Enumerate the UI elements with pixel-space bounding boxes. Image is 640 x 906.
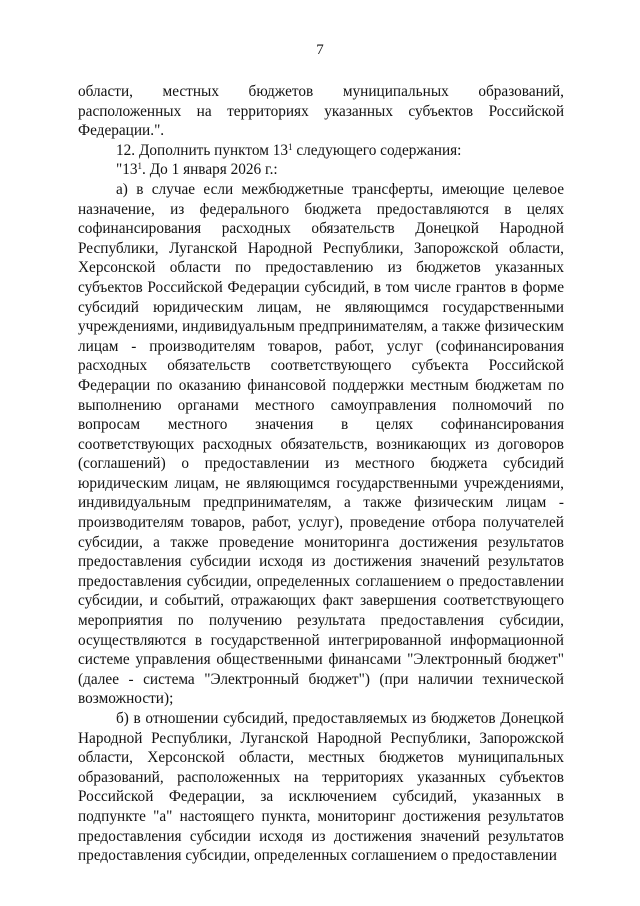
paragraph-item-12-tail: следующего содержания: bbox=[292, 141, 462, 159]
paragraph-point-13-1 bbox=[78, 160, 564, 180]
point-13-1-tail: . До 1 января 2026 г.: bbox=[142, 161, 278, 179]
subparagraph-a: а) в случае если межбюджетные трансферты, имеющие целевое назначение, из федерального бюджета предоставляются в целях софинансирования расходных обязательств Донецкой Народной Республики, Луганской Народной Республики, Запорожской области, Херсонской области по предоставлению из бюджетов указанных субъектов Российской Федерации субсидий, в том числе грантов в форме субсидий юридическим лицам, не являющимся государственными учреждениями, индивидуальным предпринимателям, а также физическим лицам - производителям товаров, работ, услуг (софинансирования расходных обязательств соответствующего субъекта Российской Федерации по оказанию финансовой поддержки местным бюджетам по выполнению органами местного самоуправления полномочий по вопросам местного значения в целях софинансирования соответствующих расходных обязательств, возникающих из договоров (соглашений) о предоставлении из местного бюджета субсидий юридическим лицам, не являющимся государственными учреждениями, индивидуальным предпринимателям, а также физическим лицам - производителям товаров, работ, услуг), проведение отбора получателей субсидии, а также проведение мониторинга достижения результатов предоставления субсидии исходя из достижения значений результатов предоставления субсидии, определенных соглашением о предоставлении субсидии, и событий, отражающих факт завершения соответствующего мероприятия по получению результата предоставления субсидии, осуществляются в государственной интегрированной информационной системе управления общественными финансами "Электронный бюджет" (далее - система "Электронный бюджет") (при наличии технической возможности); bbox=[78, 180, 564, 708]
paragraph-item-12-text: 12. Дополнить пунктом 13 bbox=[116, 141, 289, 159]
paragraph-continuation: области, местных бюджетов муниципальных образований, расположенных на территориях указанных субъектов Российской Федерации.". bbox=[78, 83, 564, 140]
superscript: 1 bbox=[288, 141, 293, 152]
subparagraph-b: б) в отношении субсидий, предоставляемых из бюджетов Донецкой Народной Республики, Луганской Народной Республики, Запорожской области, Херсонской области, местных бюджетов муниципальных образований, расположенных на территориях указанных субъектов Российской Федерации, за исключением субсидий, указанных в подпункте "а" настоящего пункта, мониторинг достижения результатов предоставления субсидии исходя из достижения значений результатов предоставления субсидии, определенных соглашением о предоставлении bbox=[78, 710, 564, 865]
superscript: 1 bbox=[137, 161, 143, 172]
page-number: 7 bbox=[316, 42, 324, 58]
paragraph-item-12 bbox=[78, 141, 564, 161]
point-13-1-text: "13 bbox=[116, 161, 138, 179]
document-body bbox=[78, 82, 564, 866]
